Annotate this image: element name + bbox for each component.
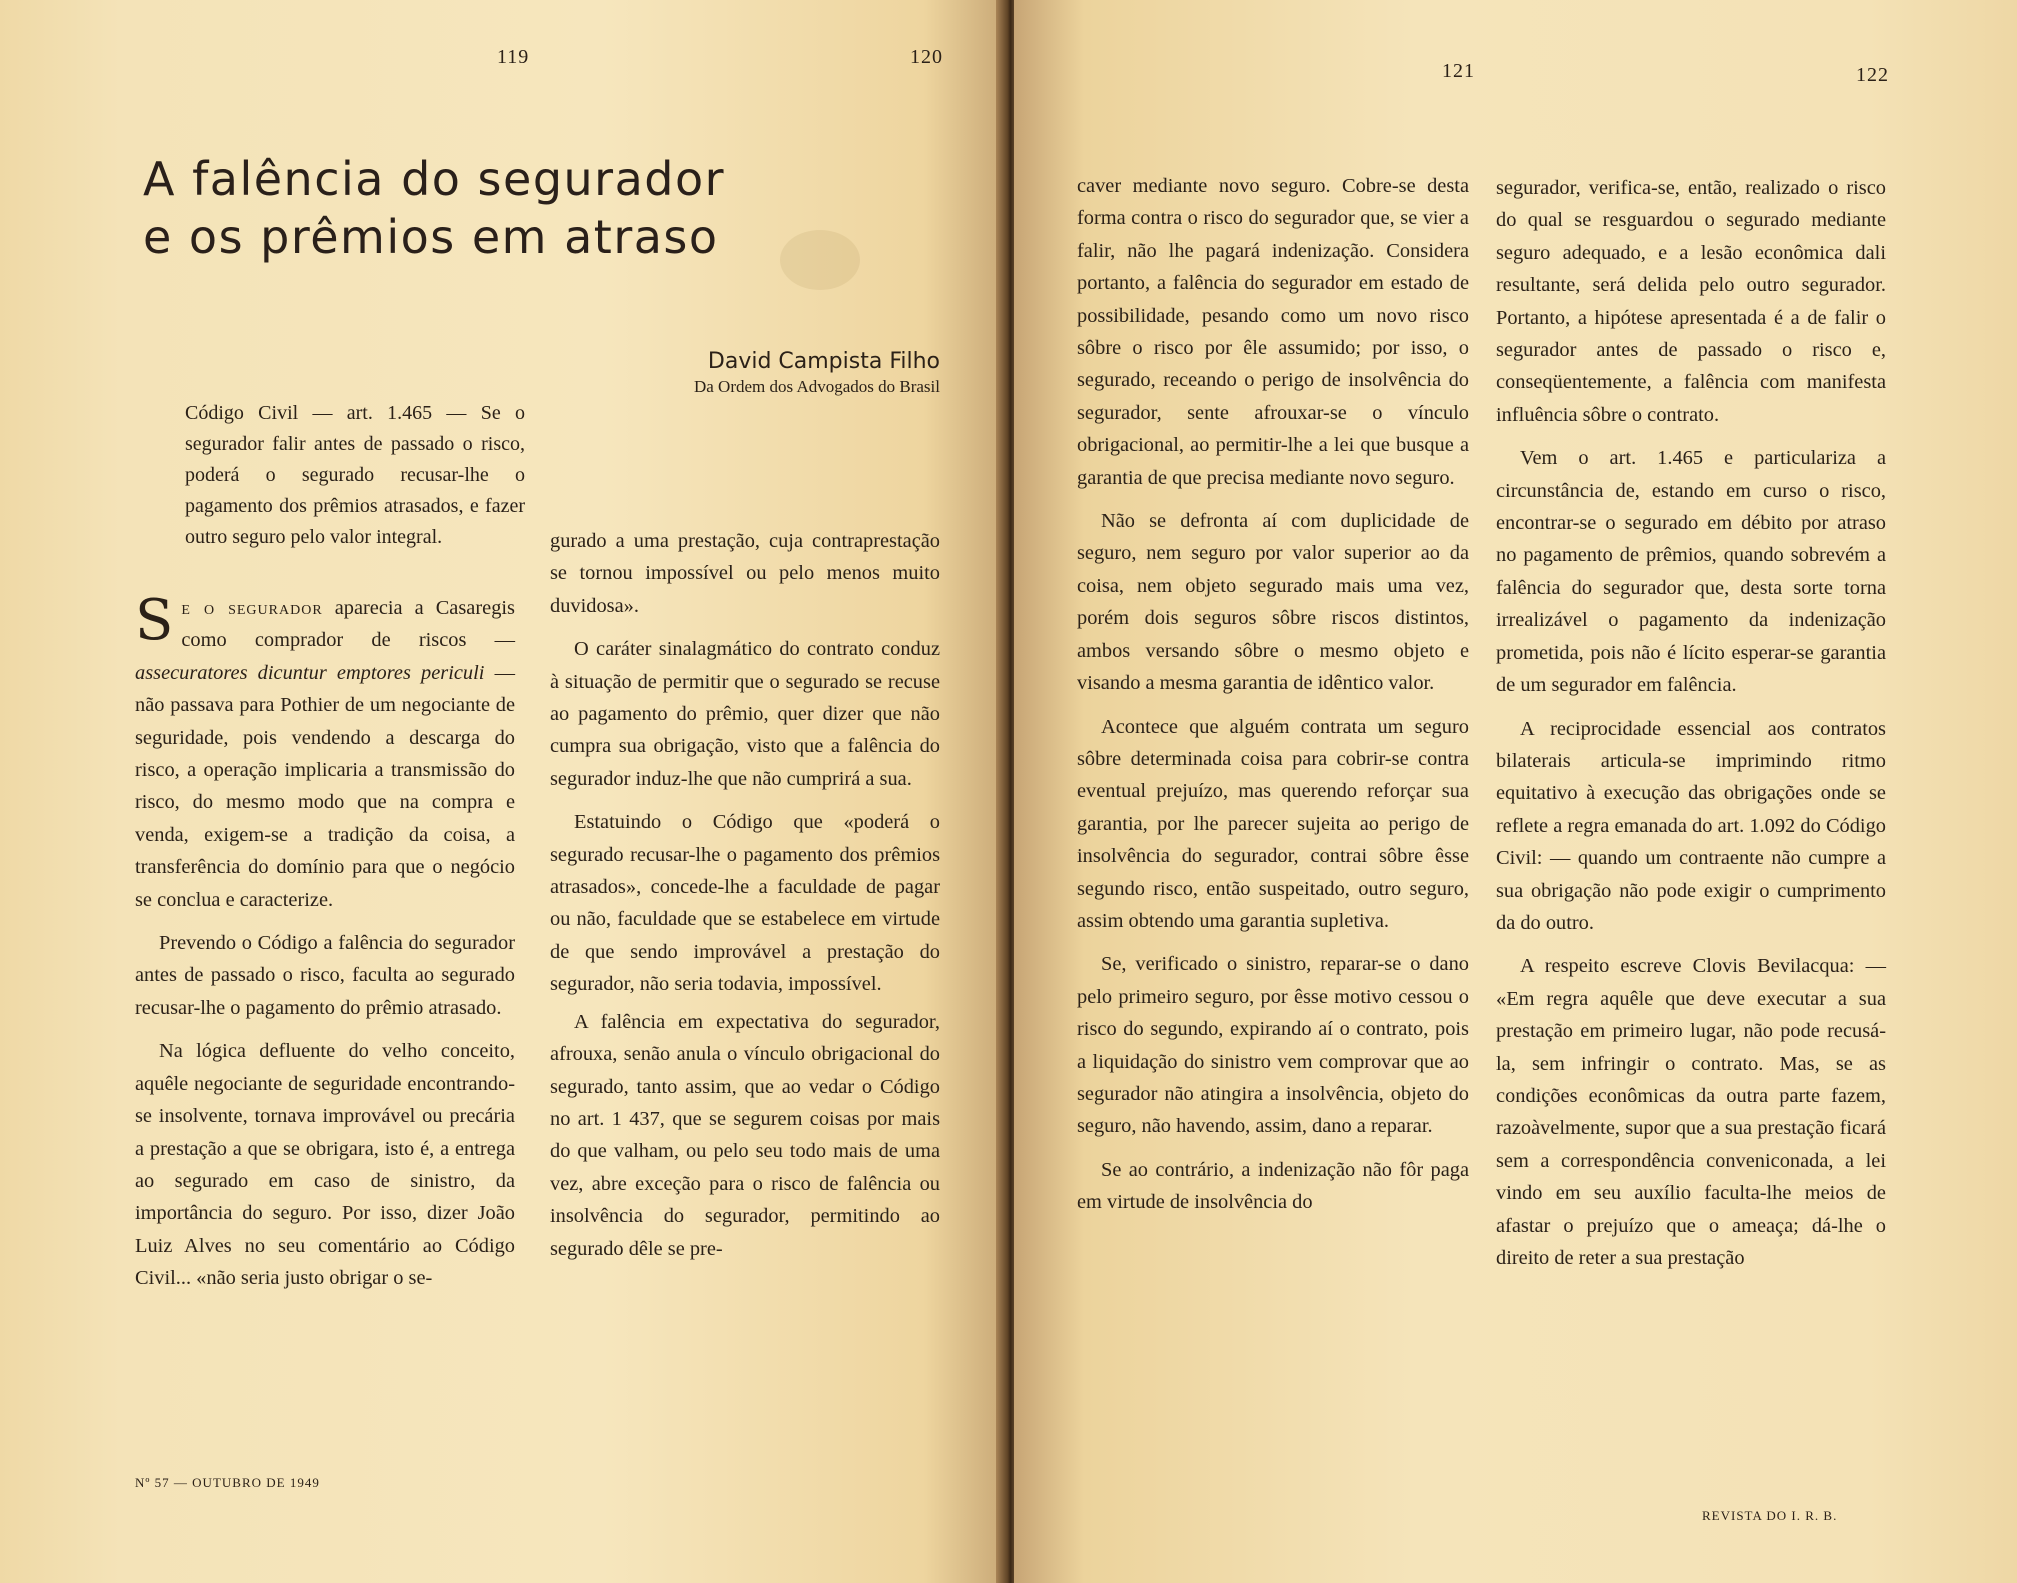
paragraph: Acontece que alguém contrata um seguro sôbre determinada coisa para cobrir-se contra eventual prejuízo, mas querendo reforçar sua garantia, por lhe parecer sujeita ao perigo de insolvência do segurador, contrai sôbre êsse segundo risco, então suspeitado, outro seguro, assim obtendo uma garantia supletiva. xyxy=(1077,715,1469,932)
drop-cap: S xyxy=(135,588,174,653)
paragraph: Na lógica defluente do velho conceito, aquêle negociante de seguridade encontrando-se insolvente, tornava improvável ou precária a prestação a que se obrigara, isto é, a entrega ao segurado em caso de sinistro, da importância do seguro. Por isso, dizer João Luiz Alves no seu comentário ao Código Civil... «não seria justo obrigar o se- xyxy=(135,1040,515,1290)
paragraph: Não se defronta aí com duplicidade de seguro, nem seguro por valor superior ao da coisa, nem objeto segurado mais uma vez, porém dois seguros sôbre riscos distintos, ambos versando sôbre o mesmo objeto e visando a mesma garantia de idêntico valor. xyxy=(1077,510,1469,695)
paragraph: Se ao contrário, a indenização não fôr paga em virtude de insolvência do xyxy=(1077,1158,1469,1214)
paragraph-text: — não passava para Pothier de um negociante de seguridade, pois vendendo a descarga do risco, a operação implicaria a transmissão do risco, do mesmo modo que na compra e venda, exigem-se a tradição da coisa, a transferência do domínio para que o negócio se conclua e caracterize. xyxy=(135,661,515,911)
paragraph: A respeito escreve Clovis Bevilacqua: — «Em regra aquêle que deve executar a sua prestação em primeiro lugar, não pode recusá-la, sem infringir o contrato. Mas, se as condições econômicas da outra parte fazem, razoàvelmente, supor que a sua prestação ficará sem a correspondência conveniconada, a lei vindo em seu auxílio faculta-lhe meios de afastar o prejuízo que o ameaça; dá-lhe o direito de reter a sua prestação xyxy=(1496,955,1886,1269)
paragraph: gurado a uma prestação, cuja contraprestação se tornou impossível ou pelo menos muito duvidosa». xyxy=(550,530,940,617)
right-page xyxy=(1014,0,2017,1583)
column-4 xyxy=(1496,172,1886,1285)
page-number-121: 121 xyxy=(1442,60,1475,82)
title-line-2: e os prêmios em atraso xyxy=(143,210,719,264)
footer-issue: Nº 57 — OUTUBRO DE 1949 xyxy=(135,1475,320,1490)
paragraph: Vem o art. 1.465 e particulariza a circunstância de, estando em curso o risco, encontrar-se o segurado em débito por atraso no pagamento de prêmios, quando sobrevém a falência do segurador que, desta sorte torna irrealizável o pagamento da indenização prometida, pois não é lícito esperar-se garantia de um segurador em falência. xyxy=(1496,447,1886,697)
paragraph: segurador, verifica-se, então, realizado o risco do qual se resguardou o segurado mediante seguro adequado, e a lesão econômica dali resultante, será delida pelo outro segurador. Portanto, a hipótese apresentada é a de falir o segurador antes de passado o risco e, conseqüentemente, a falência com manifesta influência sôbre o contrato. xyxy=(1496,177,1886,426)
lead-words: e o segurador xyxy=(181,597,323,619)
paragraph: Se, verificado o sinistro, reparar-se o dano pelo primeiro seguro, por êsse motivo cessou o risco do segundo, expirando aí o contrato, pois a liquidação do sinistro vem comprovar que ao segurador não atingira a insolvência, objeto do seguro, não havendo, assim, dano a reparar. xyxy=(1077,953,1469,1138)
footer-publication: REVISTA DO I. R. B. xyxy=(1702,1508,1838,1523)
paragraph: A reciprocidade essencial aos contratos bilaterais articula-se imprimindo ritmo equitativo à execução das obrigações onde se reflete a regra emanada do art. 1.092 do Código Civil: — quando um contraente não cumpre a sua obrigação não pode exigir o cumprimento da do outro. xyxy=(1496,717,1886,934)
paragraph xyxy=(135,588,515,916)
page-number-120: 120 xyxy=(910,46,943,68)
paragraph: A falência em expectativa do segurador, afrouxa, senão anula o vínculo obrigacional do segurado, tanto assim, que ao vedar o Código no art. 1 437, que se segurem coisas por mais do que valham, ou pelo seu todo mais de uma vez, abre exceção para o risco de falência ou insolvência do segurador, permitindo ao segurado dêle se pre- xyxy=(550,1010,940,1260)
paragraph: caver mediante novo seguro. Cobre-se desta forma contra o risco do segurador que, se vier a falir, não lhe pagará indenização. Considera portanto, a falência do segurador em estado de possibilidade, pesando como um novo risco sôbre o risco por êle assumido; por isso, o segurado, receando o perigo de insolvência do segurador, sente afrouxar-se o vínculo obrigacional, ao permitir-lhe a lei que busque a garantia de que precisa mediante novo seguro. xyxy=(1077,175,1469,489)
page-number-122: 122 xyxy=(1856,64,1889,86)
paragraph: Estatuindo o Código que «poderá o segurado recusar-lhe o pagamento dos prêmios atrasados», concede-lhe a faculdade de pagar ou não, faculdade que se estabelece em virtude de que sendo improvável a prestação do segurador, não seria todavia, impossível. xyxy=(550,811,940,996)
column-1 xyxy=(135,588,515,1306)
paper-stain xyxy=(780,230,860,290)
paragraph: O caráter sinalagmático do contrato conduz à situação de permitir que o segurado se recuse ao pagamento do prêmio, quer dizer que não cumpra sua obrigação, visto que a falência do segurador induz-lhe que não cumprirá a sua. xyxy=(550,638,940,790)
paragraph: Prevendo o Código a falência do segurador antes de passado o risco, faculta ao segurado recusar-lhe o pagamento do prêmio atrasado. xyxy=(135,932,515,1019)
column-2 xyxy=(550,525,940,1276)
epigraph: Código Civil — art. 1.465 — Se o segurador falir antes de passado o risco, poderá o segurado recusar-lhe o pagamento dos prêmios atrasados, e fazer outro seguro pelo valor integral. xyxy=(185,402,525,548)
page-number-119: 119 xyxy=(497,46,530,68)
author-affiliation: Da Ordem dos Advogados do Brasil xyxy=(693,377,940,396)
paragraph-text: aparecia a Casaregis como comprador de riscos — xyxy=(181,597,515,652)
byline xyxy=(520,348,940,398)
article-title xyxy=(143,150,743,266)
left-page xyxy=(0,0,1004,1583)
latin-quote: assecuratores dicuntur emptores periculi xyxy=(135,661,485,684)
title-line-1: A falência do segurador xyxy=(143,152,726,206)
author-name: David Campista Filho xyxy=(707,349,940,374)
column-3 xyxy=(1077,170,1469,1230)
